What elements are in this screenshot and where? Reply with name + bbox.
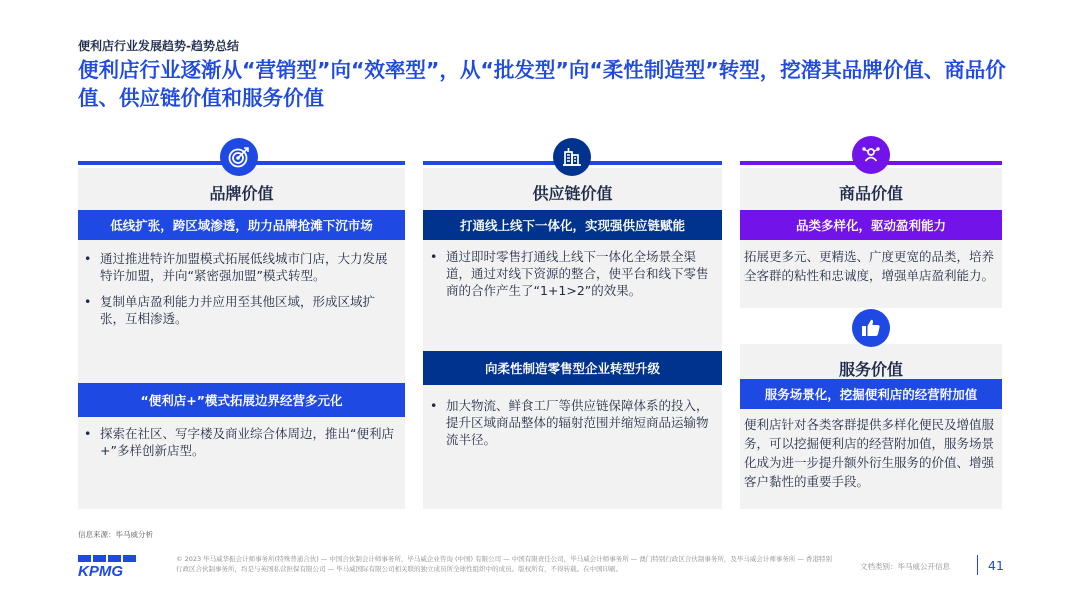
thumbs-up-icon <box>852 309 890 347</box>
list-item: • 复制单店盈利能力并应用至其他区域，形成区域扩张，互相渗透。 <box>82 293 398 327</box>
brand-bullets-2 <box>82 425 398 468</box>
brand-title: 品牌价值 <box>209 184 274 203</box>
supply-title: 供应链价值 <box>532 184 613 203</box>
list-item: • 通过即时零售打通线上线下一体化全场景全渠道，通过对线下资源的整合，使平台和线下零售商的合作产生了“1+1>2”的效果。 <box>428 248 716 299</box>
product-title: 商品价值 <box>838 184 903 203</box>
brand-banner-expansion: 低线扩张，跨区域渗透，助力品牌抢滩下沉市场 <box>78 210 405 240</box>
supply-bullets-2 <box>428 397 716 457</box>
kpmg-logo <box>78 555 136 581</box>
source-note: 信息来源：毕马威分析 <box>78 530 153 539</box>
brand-banner-multiformat: “便利店+”模式拓展边界经营多元化 <box>78 383 405 417</box>
building-network-icon <box>553 138 591 176</box>
service-text: 便利店针对各类客群提供多样化便民及增值服务，可以挖掘便利店的经营附加值，服务场景化成为进一步提升额外衍生服务的价值、增强客户黏性的重要手段。 <box>744 417 995 489</box>
supply-banner-flexible: 向柔性制造零售型企业转型升级 <box>423 351 722 385</box>
product-banner: 品类多样化，驱动盈利能力 <box>740 210 1002 240</box>
footer-divider <box>977 555 978 575</box>
page-number: 41 <box>988 558 1004 573</box>
kpmg-logo-text: KPMG <box>78 563 123 577</box>
page-title: 便利店行业逐渐从“营销型”向“效率型”，从“批发型”向“柔性制造型”转型，挖潜其品牌价值、商品价值、供应链价值和服务价值 <box>78 58 1006 110</box>
target-icon <box>220 138 258 176</box>
supply-banner-o2o: 打通线上线下一体化，实现强供应链赋能 <box>423 210 722 240</box>
list-item: • 通过推进特许加盟模式拓展低线城市门店，大力发展特许加盟，并向“紧密强加盟”模式转型。 <box>82 250 398 284</box>
people-network-icon <box>852 136 890 174</box>
section-label: 便利店行业发展趋势-趋势总结 <box>78 39 239 53</box>
brand-bullets-1 <box>82 250 398 336</box>
service-title: 服务价值 <box>838 360 903 379</box>
list-item: • 加大物流、鲜食工厂等供应链保障体系的投入，提升区域商品整体的辐射范围并缩短商品运输物流半径。 <box>428 397 716 448</box>
copyright-notice: © 2023 毕马威华振会计师事务所(特殊普通合伙) — 中国合伙制会计师事务所，毕马威企业咨询 (中国) 有限公司 — 中国有限责任公司，毕马威会计师事务所 — 澳门特别行政区合伙制事务所，及毕马威会计师事务所 — 香港特别行政区合伙制事务所，均是与英国私营担保有限公司 — 毕马威国际有限公司相关联的独立成员所全球性组织中的成员。版权所有，不得转载。在中国印刷。 <box>176 555 832 573</box>
service-banner: 服务场景化，挖掘便利店的经营附加值 <box>740 379 1002 409</box>
document-classification: 文档类别：毕马威公开信息 <box>860 562 950 571</box>
product-text: 拓展更多元、更精选、广度更宽的品类，培养全客群的粘性和忠诚度，增强单店盈利能力。 <box>744 249 995 283</box>
list-item: • 探索在社区、写字楼及商业综合体周边，推出“便利店+”多样创新店型。 <box>82 425 398 459</box>
supply-bullets-1 <box>428 248 716 308</box>
